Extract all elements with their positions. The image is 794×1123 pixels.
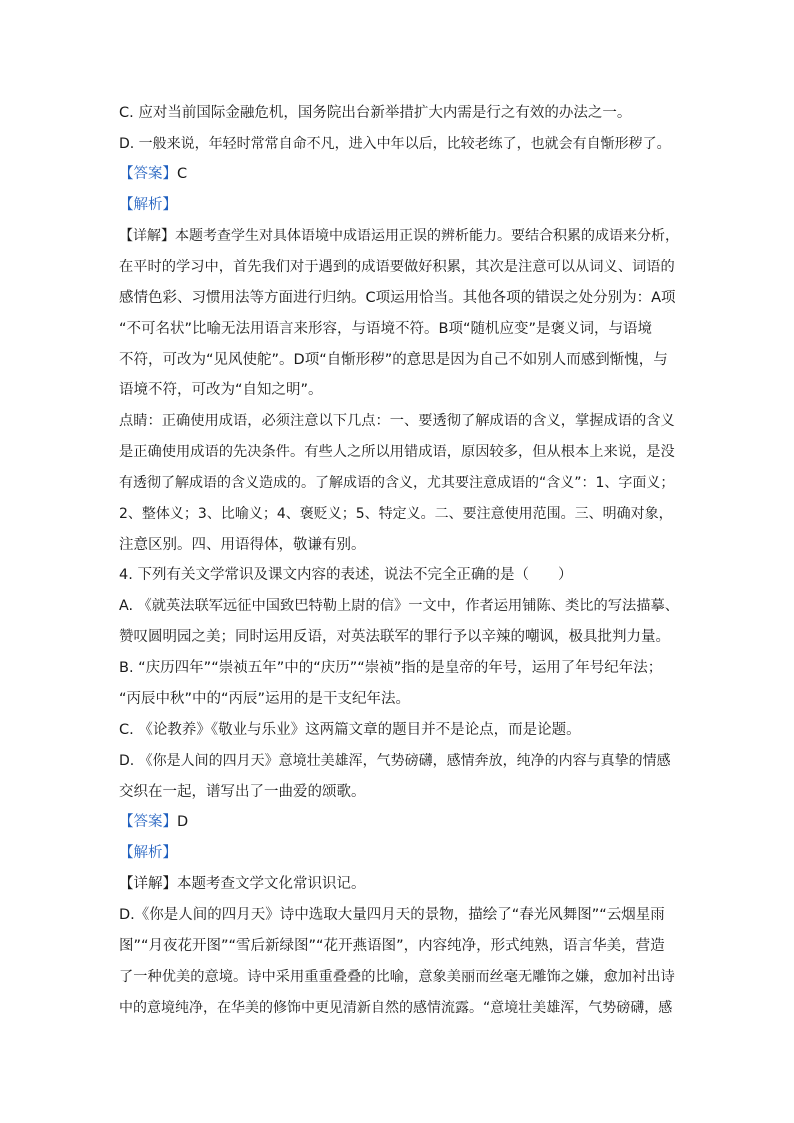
text-line: 是正确使用成语的先决条件。有些人之所以用错成语，原因较多，但从根本上来说，是没 <box>119 444 675 460</box>
text-line: 不符，可改为“见风使舵”。D项“自惭形秽”的意思是因为自己不如别人而感到惭愧，与 <box>119 352 668 368</box>
text-line: D.《你是人间的四月天》诗中选取大量四月天的景物，描绘了“春光风舞图”“云烟星雨 <box>119 907 665 923</box>
option-c-line: C. 《论教养》《敬业与乐业》这两篇文章的题目并不是论点，而是论题。 <box>119 722 581 738</box>
analysis-line <box>119 843 177 863</box>
text-line: 注意区别。四、用语得体，敬谦有别。 <box>119 537 366 553</box>
answer-tag: 【答案】 <box>119 814 177 830</box>
text-line: 【详解】本题考查文学文化常识识记。 <box>119 876 366 892</box>
text-line: 2、整体义；3、比喻义；4、褒贬义；5、特定义。二、要注意使用范围。三、明确对象， <box>119 506 673 522</box>
text-line: 在平时的学习中，首先我们对于遇到的成语要做好积累，其次是注意可以从词义、词语的 <box>119 259 675 275</box>
text-line: 了一种优美的意境。诗中采用重重叠叠的比喻，意象美丽而丝毫无雕饰之嫌，愈加衬出诗 <box>119 969 675 985</box>
text-line: “丙辰中秋”中的“丙辰”运用的是干支纪年法。 <box>119 691 411 707</box>
option-d-line: D. 《你是人间的四月天》意境壮美雄浑，气势磅礴，感情奔放，纯净的内容与真挚的情感 <box>119 753 671 769</box>
answer-value: C <box>177 166 188 182</box>
text-line: 语境不符，可改为“自知之明”。 <box>119 382 323 398</box>
answer-value: D <box>177 814 189 830</box>
analysis-tag: 【解析】 <box>119 197 177 213</box>
analysis-tag: 【解析】 <box>119 845 177 861</box>
text-line: 赞叹圆明园之美；同时运用反语，对英法联军的罪行予以辛辣的嘲讽，极具批判力量。 <box>119 629 670 645</box>
option-a-line: A. 《就英法联军远征中国致巴特勒上尉的信》一文中，作者运用铺陈、类比的写法描摹、 <box>119 598 680 614</box>
text-line: 感情色彩、习惯用法等方面进行归纳。C项运用恰当。其他各项的错误之处分别为：A项 <box>119 290 676 306</box>
answer-line <box>119 812 188 832</box>
question-4-line: 4. 下列有关文学常识及课文内容的表述，说法不完全正确的是（ ） <box>119 567 573 583</box>
answer-line <box>119 164 187 184</box>
option-c-line: C. 应对当前国际金融危机，国务院出台新举措扩大内需是行之有效的办法之一。 <box>119 105 632 121</box>
text-line: 有透彻了解成语的含义造成的。了解成语的含义，尤其要注意成语的“含义”：1、字面义； <box>119 475 675 491</box>
text-line: 点睛：正确使用成语，必须注意以下几点：一、要透彻了解成语的含义，掌握成语的含义 <box>119 413 675 429</box>
analysis-line <box>119 195 177 215</box>
text-line: 交织在一起，谱写出了一曲爱的颂歌。 <box>119 784 366 800</box>
answer-tag: 【答案】 <box>119 166 177 182</box>
text-line: “不可名状”比喻无法用语言来形容，与语境不符。B项“随机应变”是褒义词，与语境 <box>119 321 652 337</box>
option-d-line: D. 一般来说，年轻时常常自命不凡，进入中年以后，比较老练了，也就会有自惭形秽了。 <box>119 136 671 152</box>
option-b-line: B. “庆历四年”“崇祯五年”中的“庆历”“崇祯”指的是皇帝的年号，运用了年号纪年法； <box>119 660 663 676</box>
text-line: 图”“月夜花开图”“雪后新绿图”“花开燕语图”，内容纯净，形式纯熟，语言华美，营造 <box>119 938 665 954</box>
text-line: 中的意境纯净，在华美的修饰中更见清新自然的感情流露。“意境壮美雄浑，气势磅礴，感 <box>119 1000 673 1016</box>
text-line: 【详解】本题考查学生对具体语境中成语运用正误的辨析能力。要结合积累的成语来分析， <box>119 228 679 244</box>
